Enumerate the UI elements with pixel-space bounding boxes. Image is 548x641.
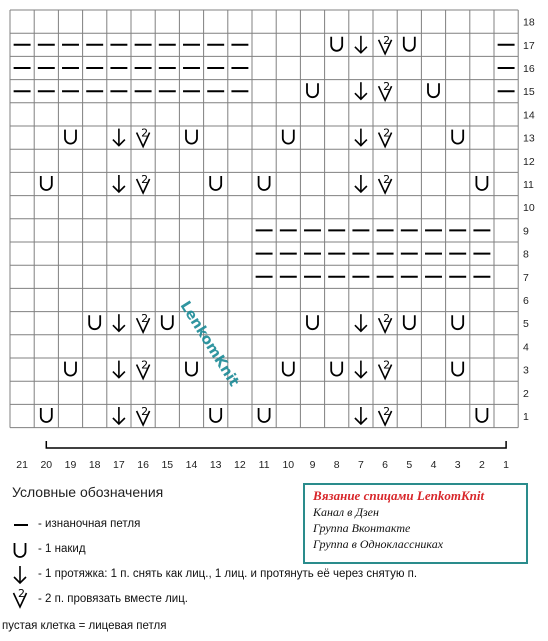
stitch-number-label: 6 <box>382 459 389 471</box>
chart-cell-yo <box>65 362 76 376</box>
chart-cell-arrow <box>355 129 367 146</box>
row-number-label: 10 <box>523 202 535 215</box>
yo-stroke <box>331 362 342 376</box>
chart-cell-k2tog <box>137 173 150 193</box>
stitch-number-label: 9 <box>309 459 316 471</box>
yo-stroke <box>186 130 197 144</box>
chart-cell-yo <box>259 408 270 422</box>
yo-stroke <box>452 362 463 376</box>
chart-cell-yo <box>65 130 76 144</box>
stitch-number-label: 1 <box>503 459 510 471</box>
chart-cell-yo <box>331 37 342 51</box>
chart-cell-arrow <box>355 82 367 99</box>
yo-stroke <box>476 176 487 190</box>
chart-cell-yo <box>331 362 342 376</box>
stitch-number-label: 8 <box>333 459 340 471</box>
row-number-label: 1 <box>523 411 529 423</box>
chart-cell-arrow <box>355 407 367 424</box>
chart-cell-k2tog <box>379 312 392 332</box>
chart-cell-arrow <box>355 314 367 331</box>
info-box-line-ok: Группа в Одноклассниках <box>313 537 444 551</box>
stitch-number-label: 17 <box>113 459 125 471</box>
stitch-number-label: 4 <box>430 459 437 471</box>
chart-cell-arrow <box>355 175 367 192</box>
yo-stroke <box>65 130 76 144</box>
stitch-number-label: 21 <box>16 459 28 471</box>
chart-cell-arrow <box>355 361 367 378</box>
chart-cell-yo <box>452 130 463 144</box>
chart-cell-arrow <box>113 175 125 192</box>
chart-cell-k2tog <box>137 359 150 379</box>
legend-text-yo: - 1 накид <box>38 543 86 555</box>
chart-cell-k2tog <box>379 127 392 147</box>
legend-text-ssk: - 1 протяжка: 1 п. снять как лиц., 1 лиц. и протянуть её через снятую п. <box>38 568 418 580</box>
k2tog-number: 2 <box>383 126 391 140</box>
chart-cell-k2tog <box>379 405 392 425</box>
row-number-label: 16 <box>523 63 535 75</box>
k2tog-number: 2 <box>141 312 149 326</box>
row-number-label: 17 <box>523 39 535 52</box>
chart-cell-yo <box>476 176 487 190</box>
row-number-label: 12 <box>523 155 535 168</box>
row-number-label: 3 <box>523 364 529 377</box>
yo-stroke <box>186 362 197 376</box>
legend-empty-cell-note: пустая клетка = лицевая петля <box>2 620 167 632</box>
stitch-number-label: 10 <box>282 459 295 471</box>
yo-stroke <box>283 130 294 144</box>
yo-stroke <box>41 408 52 422</box>
chart-grid <box>10 10 518 428</box>
yo-stroke <box>259 408 270 422</box>
k2tog-number: 2 <box>383 80 391 94</box>
yo-stroke <box>452 130 463 144</box>
row-number-label: 14 <box>523 109 535 122</box>
chart-cell-yo <box>210 408 221 422</box>
chart-cell-yo <box>452 362 463 376</box>
chart-cell-k2tog <box>137 405 150 425</box>
stitch-number-label: 16 <box>137 459 149 471</box>
k2tog-number: 2 <box>383 33 391 47</box>
k2tog-number: 2 <box>141 358 149 372</box>
stitch-number-label: 15 <box>161 459 174 471</box>
chart-cell-yo <box>452 315 463 329</box>
k2tog-number: 2 <box>141 173 149 186</box>
chart-cell-k2tog <box>137 127 150 147</box>
watermark-text: LenkomKnit <box>176 298 242 390</box>
k2tog-number: 2 <box>383 173 391 186</box>
k2tog-number: 2 <box>383 312 391 326</box>
legend-symbol-k2tog <box>14 587 27 607</box>
chart-cell-yo <box>283 362 294 376</box>
yo-stroke <box>307 83 318 97</box>
row-number-label: 4 <box>523 341 529 354</box>
chart-cell-yo <box>259 176 270 190</box>
legend-text-purl: - изнаночная петля <box>38 518 141 530</box>
stitch-number-label: 2 <box>478 459 485 471</box>
chart-cell-yo <box>186 362 197 376</box>
legend-text-k2tog: - 2 п. провязать вместе лиц. <box>38 593 189 605</box>
row-number-label: 5 <box>523 318 529 331</box>
yo-stroke <box>476 408 487 422</box>
info-box-line-vk: Группа Вконтакте <box>313 521 411 535</box>
stitch-number-label: 3 <box>454 459 461 471</box>
yo-stroke <box>259 176 270 190</box>
stitch-number-label: 14 <box>185 459 198 471</box>
chart-cell-yo <box>89 315 100 329</box>
stitch-number-label: 19 <box>64 459 77 471</box>
row-number-label: 2 <box>523 387 529 400</box>
chart-cell-k2tog <box>379 80 392 100</box>
yo-stroke <box>89 315 100 329</box>
yo-stroke <box>15 543 26 557</box>
row-number-label: 9 <box>523 225 529 238</box>
stitch-number-label: 12 <box>234 459 246 471</box>
yo-stroke <box>65 362 76 376</box>
k2tog-number: 2 <box>18 587 25 600</box>
yo-stroke <box>283 362 294 376</box>
yo-stroke <box>307 315 318 329</box>
chart-cell-yo <box>210 176 221 190</box>
chart-cell-yo <box>41 408 52 422</box>
stitch-number-label: 7 <box>357 459 364 471</box>
k2tog-number: 2 <box>141 405 149 418</box>
chart-cell-yo <box>162 315 173 329</box>
k2tog-number: 2 <box>141 126 149 140</box>
info-box <box>303 483 528 564</box>
info-box-header: Вязание спицами LenkomKnit <box>313 488 485 503</box>
stitch-number-label: 5 <box>406 459 413 471</box>
legend-title: Условные обозначения <box>12 484 164 500</box>
yo-stroke <box>210 176 221 190</box>
chart-cell-yo <box>476 408 487 422</box>
chart-cell-yo <box>307 315 318 329</box>
yo-stroke <box>162 315 173 329</box>
chart-cell-k2tog <box>379 359 392 379</box>
yo-stroke <box>210 408 221 422</box>
k2tog-number: 2 <box>383 405 391 418</box>
legend-symbol-yo <box>15 543 26 557</box>
row-number-label: 15 <box>523 86 535 99</box>
chart-cell-yo <box>404 315 415 329</box>
chart-cell-yo <box>428 83 439 97</box>
chart-cell-k2tog <box>379 34 392 54</box>
stitch-number-label: 18 <box>88 459 101 471</box>
yo-stroke <box>404 37 415 51</box>
stitch-number-label: 20 <box>40 459 53 471</box>
stitch-number-label: 11 <box>258 459 270 471</box>
info-box-line-dzen: Канал в Дзен <box>313 505 379 519</box>
chart-cell-arrow <box>113 407 125 424</box>
chart-cell-arrow <box>113 314 125 331</box>
row-number-label: 6 <box>523 295 529 307</box>
legend-symbol-arrow <box>14 566 26 583</box>
repeat-bracket <box>46 441 506 448</box>
yo-stroke <box>428 83 439 97</box>
row-number-label: 7 <box>523 271 529 284</box>
k2tog-number: 2 <box>383 358 391 372</box>
chart-cell-arrow <box>113 129 125 146</box>
stitch-number-label: 13 <box>209 459 222 471</box>
row-number-label: 8 <box>523 248 529 261</box>
row-number-label: 11 <box>523 179 534 191</box>
chart-cell-k2tog <box>379 173 392 193</box>
yo-stroke <box>404 315 415 329</box>
chart-cell-yo <box>41 176 52 190</box>
chart-cell-yo <box>186 130 197 144</box>
chart-cell-yo <box>404 37 415 51</box>
chart-cell-k2tog <box>137 312 150 332</box>
chart-cell-arrow <box>113 361 125 378</box>
yo-stroke <box>41 176 52 190</box>
chart-cell-yo <box>283 130 294 144</box>
yo-stroke <box>452 315 463 329</box>
chart-cell-arrow <box>355 36 367 53</box>
legend-symbols <box>14 525 29 607</box>
yo-stroke <box>331 37 342 51</box>
row-number-label: 18 <box>523 16 535 29</box>
row-number-label: 13 <box>523 132 535 145</box>
chart-cell-yo <box>307 83 318 97</box>
